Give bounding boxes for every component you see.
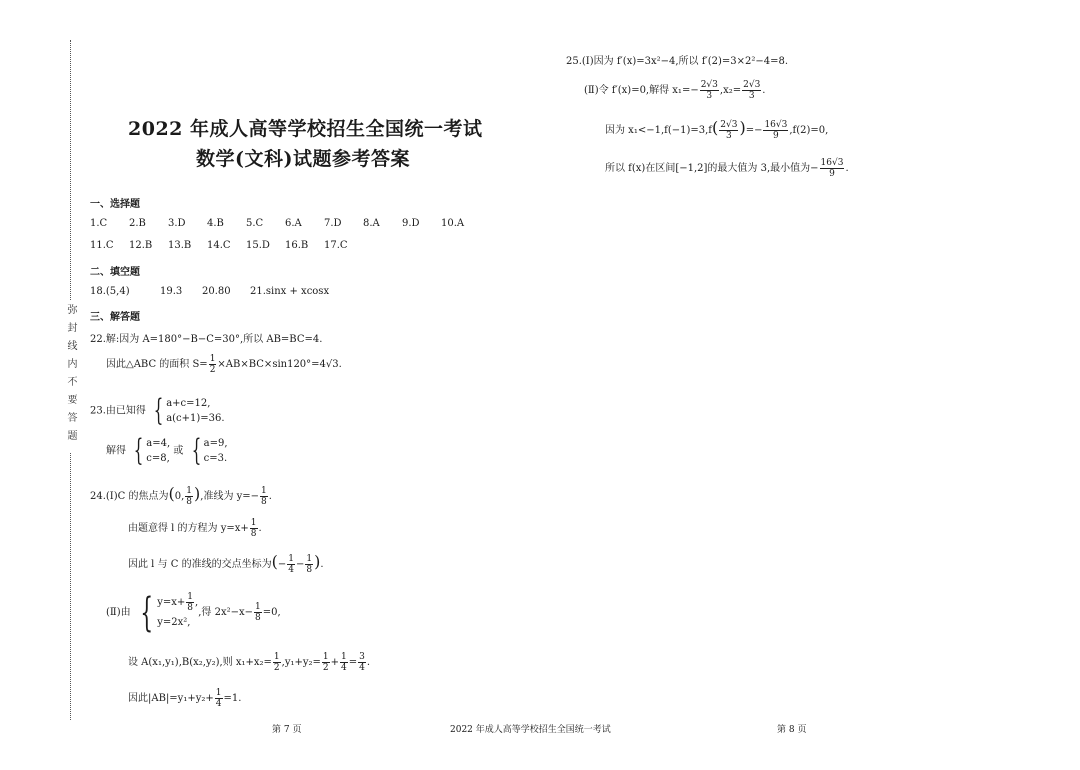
text: 23.由已知得 <box>90 405 146 417</box>
fill-answer: 21.sinx + xcosx <box>250 286 330 297</box>
fill-answers <box>90 286 329 297</box>
text: 解得 <box>106 445 126 457</box>
text: (Ⅱ)由 <box>106 607 131 618</box>
q22-line1: 22.解:因为 A=180°−B−C=30°,所以 AB=BC=4. <box>90 334 323 345</box>
answer-item: 16.B <box>285 240 309 251</box>
text: ,f(2)=0, <box>789 125 829 136</box>
fraction <box>719 120 738 141</box>
num: 1 <box>187 592 194 602</box>
answer-item: 12.B <box>129 240 153 251</box>
text: 因此 l 与 C 的准线的交点坐标为 <box>128 559 272 570</box>
fill-answer: 19.3 <box>160 286 183 297</box>
text: = <box>348 657 358 668</box>
num: 1 <box>254 602 261 612</box>
eq: a(c+1)=36. <box>166 413 225 424</box>
eq: c=3. <box>203 453 228 464</box>
den: 4 <box>288 565 294 575</box>
fraction <box>250 518 258 539</box>
text: 因为 x₁<−1,f(−1)=3,f <box>605 125 712 136</box>
num: 1 <box>261 486 267 496</box>
text: 或 <box>173 445 184 457</box>
q25-line1: 25.(Ⅰ)因为 f′(x)=3x²−4,所以 f′(2)=3×2²−4=8. <box>566 56 789 67</box>
num: 16√3 <box>764 120 788 130</box>
fraction <box>287 554 295 575</box>
answer-item: 1.C <box>90 218 108 229</box>
q24-line1: 24.(Ⅰ)C 的焦点为(0, $\frac{1}{8}$ ),准线为 y=− $\frac{1}{8}$ . <box>90 484 272 507</box>
text: 由题意得 l 的方程为 y=x+ <box>128 523 249 534</box>
text: . <box>845 163 849 174</box>
text: ,得 2x²−x− <box>198 607 253 618</box>
den: 4 <box>359 663 365 673</box>
section-fill: 二、填空题 <box>90 267 140 278</box>
den: 4 <box>341 663 347 673</box>
q24-line6 <box>128 688 241 709</box>
den: 3 <box>725 131 732 141</box>
text: (Ⅱ)令 f′(x)=0,解得 x₁=− <box>584 85 699 96</box>
num: 1 <box>322 652 329 662</box>
den: 2 <box>322 663 329 673</box>
den: 3 <box>706 91 713 101</box>
fraction <box>215 688 223 709</box>
answer-title: 数学(文科)试题参考答案 <box>196 148 410 170</box>
exam-title: 2022 年成人高等学校招生全国统一考试 <box>128 118 483 140</box>
q24-line2: 由题意得 l 的方程为 y=x+ $\frac{1}{8}$ . <box>128 518 262 539</box>
answer-item: 17.C <box>324 240 348 251</box>
eq: y=2x², <box>157 617 191 628</box>
text: − <box>277 559 287 570</box>
fill-answer: 18.(5,4) <box>90 286 130 297</box>
num: 2√3 <box>720 120 738 130</box>
text: =0, <box>262 607 281 618</box>
den: 8 <box>306 565 313 575</box>
fraction <box>273 652 281 673</box>
text: =1. <box>223 693 242 704</box>
fraction <box>185 486 193 507</box>
equation-system: { a=4, c=8, <box>133 433 171 468</box>
fraction <box>260 486 268 507</box>
section-choice: 一、选择题 <box>90 199 140 210</box>
den: 9 <box>773 131 779 141</box>
answer-item: 11.C <box>90 240 114 251</box>
eq: c=8, <box>146 453 170 464</box>
text: + <box>330 657 340 668</box>
answer-item: 4.B <box>207 218 224 229</box>
q25-line3: 因为 x₁<−1,f(−1)=3,f( $\frac{2√3}{3}$ )=− $\frac{16√3}{9}$ ,f(2)=0, <box>605 118 829 141</box>
den: 8 <box>250 529 257 539</box>
choice-row-1 <box>90 218 480 229</box>
num: 1 <box>273 652 280 662</box>
den: 4 <box>215 699 222 709</box>
num: 3 <box>359 652 365 662</box>
fraction <box>700 80 719 101</box>
fraction-half <box>209 354 217 375</box>
num: 1 <box>288 554 294 564</box>
fraction <box>254 602 262 623</box>
num: 2√3 <box>743 80 761 90</box>
num: 1 <box>215 688 222 698</box>
answer-item: 5.C <box>246 218 264 229</box>
footer-title: 2022 年成人高等学校招生全国统一考试 <box>450 725 611 735</box>
answer-item: 7.D <box>324 218 342 229</box>
text: ×AB×BC×sin120°=4√3. <box>217 359 342 370</box>
answer-item: 10.A <box>441 218 465 229</box>
eq: a=9, <box>203 438 228 449</box>
text: 24.(Ⅰ)C 的焦点为 <box>90 491 169 502</box>
q25-line4 <box>605 158 849 179</box>
q22-line2 <box>106 354 342 375</box>
text: ,x₂= <box>719 85 742 96</box>
den: 2 <box>273 663 280 673</box>
den: 8 <box>261 497 267 507</box>
fraction <box>763 120 788 141</box>
den: 2 <box>209 365 216 375</box>
page-number-right: 第 8 页 <box>777 725 807 735</box>
page-number-left: 第 7 页 <box>272 725 302 735</box>
q24-line3: 因此 l 与 C 的准线的交点坐标为(− $\frac{1}{4}$ − $\frac{1}{8}$ ). <box>128 552 324 575</box>
text: 因此|AB|=y₁+y₂+ <box>128 693 214 704</box>
q25-line2: (Ⅱ)令 f′(x)=0,解得 x₁=− $\frac{2√3}{3}$ ,x₂= $\frac{2√3}{3}$ . <box>584 80 766 101</box>
answer-item: 13.B <box>168 240 192 251</box>
den: 8 <box>187 603 194 613</box>
fraction <box>305 554 313 575</box>
num: 1 <box>186 486 193 496</box>
text: − <box>295 559 305 570</box>
equation-system: { y=x+ $\frac{1}{8}$ , y=2x², <box>140 589 199 636</box>
den: 3 <box>748 91 755 101</box>
fraction <box>742 80 761 101</box>
num: 2√3 <box>700 80 718 90</box>
answer-item: 3.D <box>168 218 186 229</box>
text: y=x+ <box>157 597 186 608</box>
answer-item: 9.D <box>402 218 420 229</box>
num: 16√3 <box>820 158 844 168</box>
fraction <box>186 592 194 613</box>
text: ,准线为 y=− <box>200 491 260 502</box>
num: 1 <box>341 652 347 662</box>
text: =− <box>745 125 763 136</box>
eq: a=4, <box>146 438 171 449</box>
answer-item: 2.B <box>129 218 146 229</box>
q23-line1 <box>90 393 225 428</box>
fraction <box>322 652 330 673</box>
den: 9 <box>829 169 835 179</box>
choice-row-2 <box>90 240 363 251</box>
q24-line4 <box>106 589 281 636</box>
equation-system: { a=9, c=3. <box>191 433 228 468</box>
equation-system: { a+c=12, a(c+1)=36. <box>153 393 225 428</box>
text: 设 A(x₁,y₁),B(x₂,y₂),则 x₁+x₂= <box>128 657 272 668</box>
q24-line5: 设 A(x₁,y₁),B(x₂,y₂),则 x₁+x₂= $\frac{1}{2}$ ,y₁+y₂= $\frac{1}{2}$ + $\frac{1}{4}$ = $\frac{3}{4}$ . <box>128 652 371 673</box>
eq: y=x+ $\frac{1}{8}$ , <box>157 592 199 613</box>
answer-item: 14.C <box>207 240 231 251</box>
text: 0, <box>174 491 185 502</box>
section-solve: 三、解答题 <box>90 312 140 323</box>
eq: a+c=12, <box>166 398 211 409</box>
q23-line2 <box>106 433 228 468</box>
fraction <box>340 652 348 673</box>
binding-warning: 弥封线内不要答题 <box>62 300 78 452</box>
answer-item: 6.A <box>285 218 302 229</box>
text: 所以 f(x)在区间[−1,2]的最大值为 3,最小值为− <box>605 163 819 174</box>
text: ,y₁+y₂= <box>281 657 321 668</box>
answer-item: 8.A <box>363 218 380 229</box>
answer-item: 15.D <box>246 240 270 251</box>
num: 1 <box>250 518 257 528</box>
den: 8 <box>186 497 193 507</box>
text: 因此△ABC 的面积 S= <box>106 359 208 370</box>
fraction <box>358 652 366 673</box>
fraction <box>820 158 845 179</box>
num: 1 <box>209 354 216 364</box>
num: 1 <box>306 554 313 564</box>
den: 8 <box>254 613 261 623</box>
fill-answer: 20.80 <box>202 286 231 297</box>
